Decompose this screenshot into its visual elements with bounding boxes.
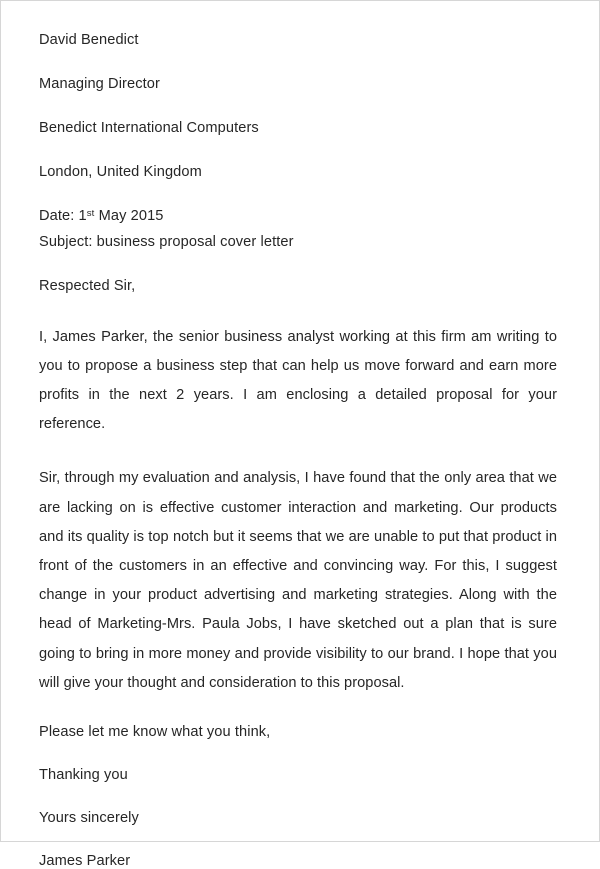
subject-line: Subject: business proposal cover letter <box>39 234 294 251</box>
date-label: Date: <box>39 208 75 225</box>
recipient-company: Benedict International Computers <box>39 120 259 137</box>
closing-request: Please let me know what you think, <box>39 724 271 741</box>
letter-meta-block <box>39 209 557 250</box>
recipient-name: David Benedict <box>39 32 139 48</box>
sender-name: James Parker <box>39 853 131 869</box>
recipient-location: London, United Kingdom <box>39 164 202 181</box>
body-paragraph: Sir, through my evaluation and analysis, I have found that the only area that we are lacking on is effective customer interaction and marketing. Our products and its quality is top notch but it seems that we are unable to put that product in front of the customers in an effective and convincing way. For this, I suggest change in your product advertising and marketing strategies. Along with the head of Marketing-Mrs. Paula Jobs, I have sketched out a plan that is sure going to bring in more money and provide visibility to our brand. I hope that you will give your thought and consideration to this proposal. <box>39 470 557 691</box>
closing-thanks: Thanking you <box>39 767 128 784</box>
date-day: 1 <box>78 208 87 225</box>
date-rest: May 2015 <box>98 208 164 225</box>
date-ordinal-suffix: st <box>86 208 95 220</box>
salutation: Respected Sir, <box>39 278 136 295</box>
letter-body <box>39 25 557 869</box>
body-paragraph: I, James Parker, the senior business analyst working at this firm am writing to you to propose a business step that can help us move forward and earn more profits in the next 2 years. I am enclosing a detailed proposal for your reference. <box>39 328 557 433</box>
closing-sign-off: Yours sincerely <box>39 810 139 827</box>
date-line <box>39 209 557 224</box>
recipient-title: Managing Director <box>39 76 160 93</box>
